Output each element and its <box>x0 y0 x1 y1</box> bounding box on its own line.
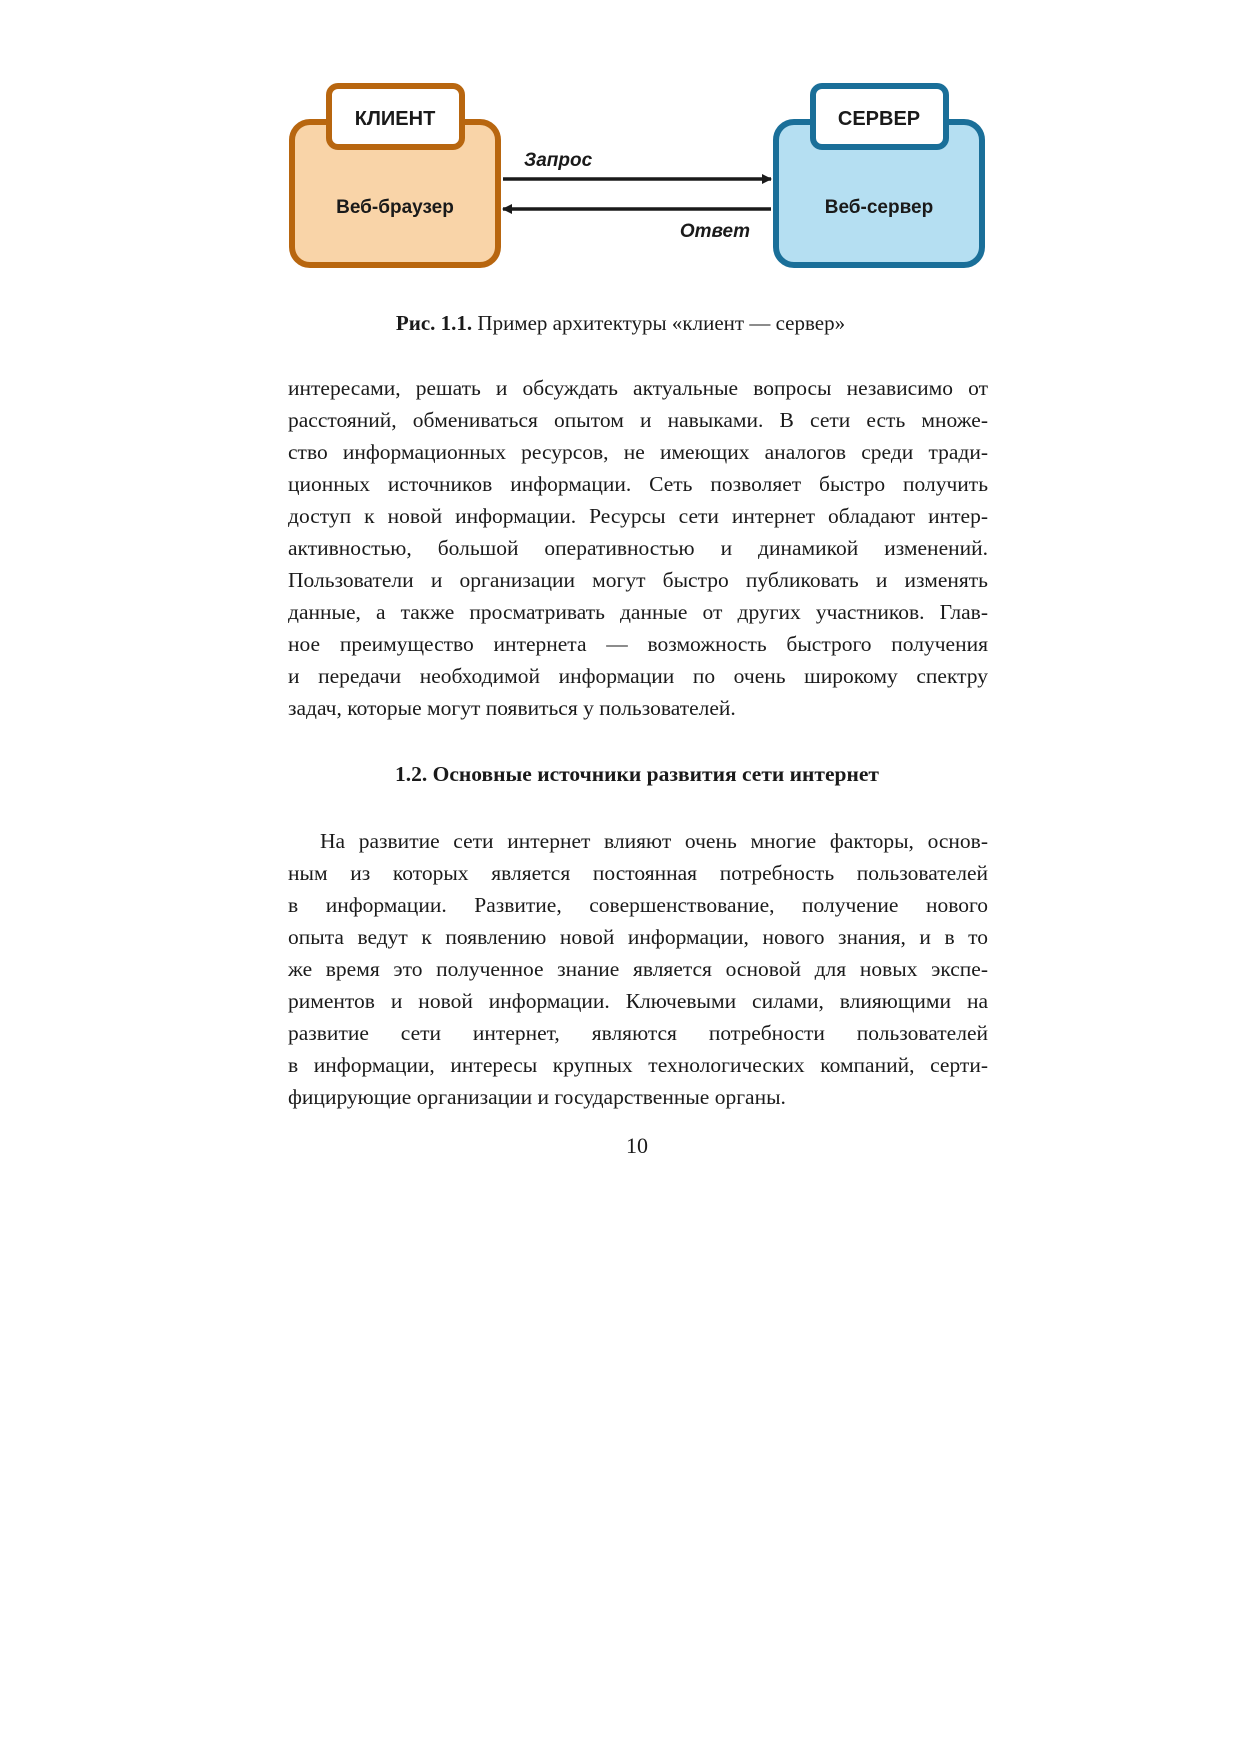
text-line: данные, а также просматривать данные от других участников. Глав- <box>288 600 988 624</box>
text-line: в информации, интересы крупных технологических компаний, серти- <box>288 1053 988 1077</box>
text-line: риментов и новой информации. Ключевыми силами, влияющими на <box>288 989 988 1013</box>
text-line: фицирующие организации и государственные органы. <box>288 1085 786 1109</box>
section-heading: 1.2. Основные источники развития сети интернет <box>395 762 879 786</box>
text-line: Пользователи и организации могут быстро публиковать и изменять <box>288 568 988 592</box>
server-component-label: Веб-сервер <box>824 197 934 218</box>
request-label: Запрос <box>524 150 593 171</box>
text-line: в информации. Развитие, совершенствование, получение нового <box>288 893 988 917</box>
client-component-label: Веб-браузер <box>336 197 454 218</box>
text-line: ное преимущество интернета — возможность быстрого получения <box>288 632 988 656</box>
text-line: расстояний, обмениваться опытом и навыками. В сети есть множе- <box>288 408 988 432</box>
figure-caption-text: Пример архитектуры «клиент — сервер» <box>472 311 846 335</box>
text-line: ным из которых является постоянная потребность пользователей <box>288 861 988 885</box>
text-line: ционных источников информации. Сеть позволяет быстро получить <box>288 472 988 496</box>
text-line: активностью, большой оперативностью и динамикой изменений. <box>288 536 988 560</box>
text-line: и передачи необходимой информации по очень широкому спектру <box>288 664 988 688</box>
text-line: опыта ведут к появлению новой информации, нового знания, и в то <box>288 925 988 949</box>
figure-number: Рис. 1.1. <box>395 311 473 335</box>
paragraph-1 <box>288 372 988 724</box>
text-line: ство информационных ресурсов, не имеющих аналогов среди тради- <box>288 440 988 464</box>
client-label: КЛИЕНТ <box>354 108 436 130</box>
text-line: доступ к новой информации. Ресурсы сети интернет обладают интер- <box>288 504 988 528</box>
paragraph-2 <box>288 825 988 1113</box>
text-line: задач, которые могут появиться у пользователей. <box>288 696 736 720</box>
text-line: развитие сети интернет, являются потребности пользователей <box>288 1021 988 1045</box>
page-number: 10 <box>626 1133 648 1158</box>
text-line: же время это полученное знание является основой для новых экспе- <box>288 957 988 981</box>
response-label: Ответ <box>679 221 750 242</box>
text-line: На развитие сети интернет влияют очень многие факторы, основ- <box>320 829 988 853</box>
server-label: СЕРВЕР <box>837 108 921 130</box>
client-server-diagram <box>0 0 1241 300</box>
figure-caption <box>0 310 1241 336</box>
text-line: интересами, решать и обсуждать актуальные вопросы независимо от <box>288 376 988 400</box>
